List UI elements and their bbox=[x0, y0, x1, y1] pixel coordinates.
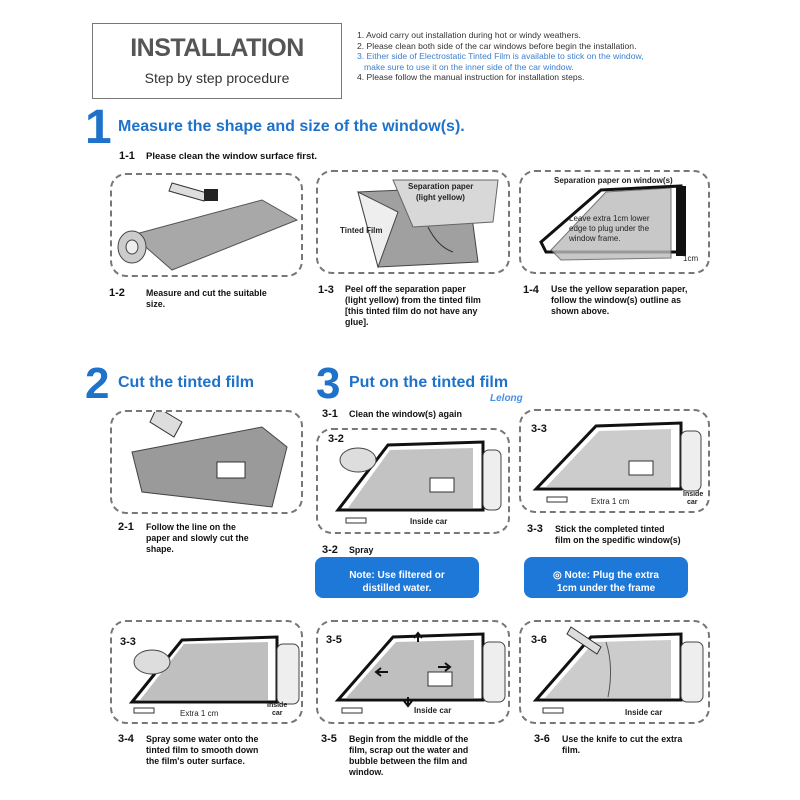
step1-sub-text: Please clean the window surface first. bbox=[146, 151, 318, 162]
note-filtered-water: Note: Use filtered or distilled water. bbox=[315, 557, 479, 598]
note-plug-extra: ◎ Note: Plug the extra 1cm under the frame bbox=[524, 557, 688, 598]
label-separation-paper: Separation paper bbox=[408, 182, 474, 191]
caption-number: 1-4 bbox=[523, 284, 539, 296]
panel-peel bbox=[316, 170, 510, 274]
label-extra-1cm: Extra 1 cm bbox=[180, 709, 219, 718]
caption-text: Spray bbox=[349, 545, 374, 555]
caption-text: Stick the completed tinted film on the spedific window(s) bbox=[555, 524, 681, 545]
step2-title: Cut the tinted film bbox=[118, 374, 254, 391]
page-title: INSTALLATION bbox=[130, 34, 304, 62]
label-extra-1cm: Extra 1 cm bbox=[591, 497, 630, 506]
label-inside: Inside bbox=[683, 491, 704, 498]
step3-title: Put on the tinted film bbox=[349, 374, 509, 391]
installation-notes bbox=[357, 30, 717, 83]
step1-title: Measure the shape and size of the window(s). bbox=[118, 118, 465, 135]
trim-film-illustration bbox=[521, 622, 710, 724]
panel-cut bbox=[110, 410, 303, 514]
caption-number: 3-4 bbox=[118, 733, 134, 745]
caption-number: 3-3 bbox=[527, 523, 543, 535]
window-outline-illustration bbox=[521, 172, 710, 274]
panel-tag: 3-6 bbox=[531, 634, 547, 646]
label-inside: Inside bbox=[267, 702, 288, 709]
panel-measure bbox=[110, 173, 303, 277]
label-leave-extra-2: edge to plug under the bbox=[569, 224, 650, 233]
step1-sub-number: 1-1 bbox=[119, 150, 135, 162]
panel-tag: 3-3 bbox=[120, 636, 136, 648]
caption-text: Measure and cut the suitable size. bbox=[146, 288, 267, 309]
note-line: 3. Either side of Electrostatic Tinted Film is available to stick on the window, bbox=[357, 51, 644, 62]
caption-text: Use the knife to cut the extra film. bbox=[562, 734, 683, 755]
panel-tag: 3-3 bbox=[531, 423, 547, 435]
label-separation-on-window: Separation paper on window(s) bbox=[554, 176, 673, 185]
target-icon: ◎ bbox=[553, 570, 565, 581]
caption-number: 2-1 bbox=[118, 521, 134, 533]
step1-number: 1 bbox=[85, 101, 112, 154]
caption-number: 1-2 bbox=[109, 287, 125, 299]
caption-number: 3-5 bbox=[321, 733, 337, 745]
note-line: make sure to use it on the inner side of the car window. bbox=[364, 61, 574, 72]
note-line: 1. Avoid carry out installation during hot or windy weathers. bbox=[357, 30, 581, 40]
cut-film-illustration bbox=[112, 412, 303, 514]
label-car: car bbox=[272, 710, 283, 717]
step3-sub-text: Clean the window(s) again bbox=[349, 409, 463, 419]
label-1cm: 1cm bbox=[683, 254, 699, 263]
step3-number: 3 bbox=[316, 359, 341, 408]
label-leave-extra-1: Leave extra 1cm lower bbox=[569, 214, 650, 223]
title-box bbox=[92, 23, 342, 99]
caption-number: 3-6 bbox=[534, 733, 550, 745]
step2-number: 2 bbox=[85, 359, 110, 408]
panel-smooth bbox=[110, 620, 303, 724]
panel-stick bbox=[519, 409, 710, 513]
page-subtitle: Step by step procedure bbox=[144, 70, 290, 86]
label-tinted-film: Tinted Film bbox=[340, 226, 383, 235]
label-inside-car: Inside car bbox=[625, 708, 663, 717]
caption-number: 1-3 bbox=[318, 284, 334, 296]
note-line: 4. Please follow the manual instruction for installation steps. bbox=[357, 72, 585, 83]
caption-text: Use the yellow separation paper, follow the window(s) outline as shown above. bbox=[551, 284, 688, 316]
note-line: 2. Please clean both side of the car windows before begin the installation. bbox=[357, 40, 637, 51]
panel-scrape bbox=[316, 620, 510, 724]
caption-number: 3-2 bbox=[322, 544, 338, 556]
panel-spray bbox=[316, 428, 510, 534]
label-inside-car: Inside car bbox=[410, 517, 448, 526]
panel-outline bbox=[519, 170, 710, 274]
caption-text: Follow the line on the paper and slowly cut the shape. bbox=[146, 522, 249, 554]
panel-tag: 3-2 bbox=[328, 433, 344, 445]
label-leave-extra-3: window frame. bbox=[569, 234, 621, 243]
label-car: car bbox=[687, 499, 698, 506]
watermark: Lelong bbox=[490, 393, 523, 404]
caption-text: Spray some water onto the tinted film to smooth down the film's outer surface. bbox=[146, 734, 259, 766]
label-inside-car: Inside car bbox=[414, 706, 452, 715]
caption-text: Peel off the separation paper (light yellow) from the tinted film [this tinted film do not have any glue]. bbox=[345, 284, 481, 327]
panel-trim bbox=[519, 620, 710, 724]
roll-cut-illustration bbox=[112, 175, 303, 277]
step3-sub-number: 3-1 bbox=[322, 408, 338, 420]
label-light-yellow: (light yellow) bbox=[416, 193, 465, 202]
panel-tag: 3-5 bbox=[326, 634, 342, 646]
caption-text: Begin from the middle of the film, scrap out the water and bubble between the film and window. bbox=[349, 734, 469, 777]
